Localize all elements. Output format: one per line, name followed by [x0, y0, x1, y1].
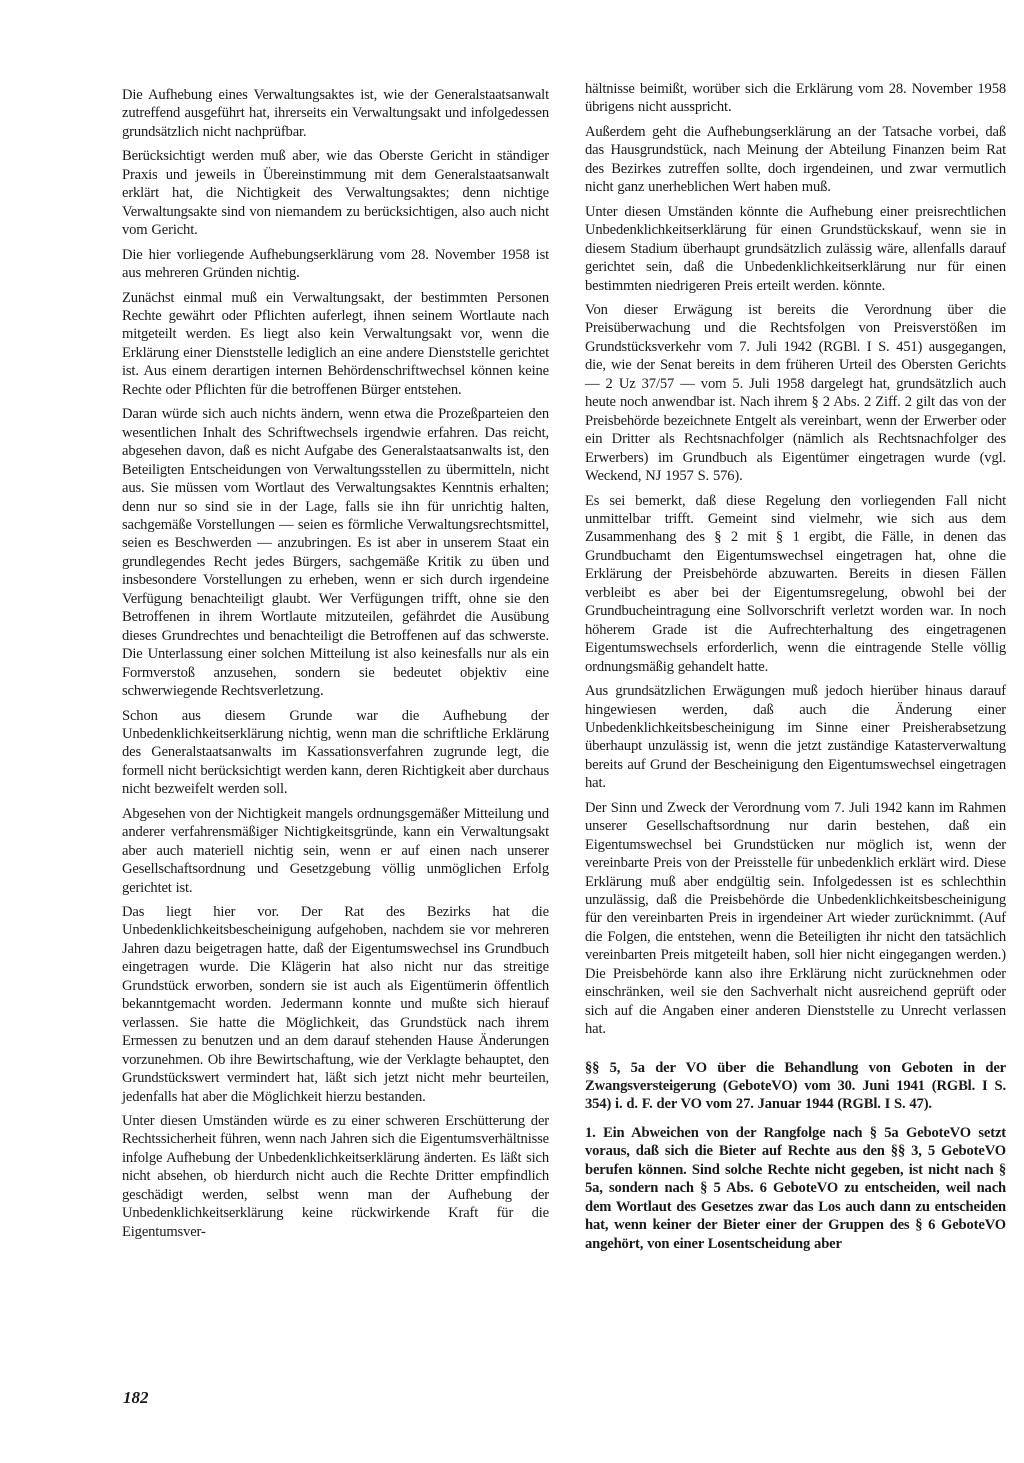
paragraph: Von dieser Erwägung ist bereits die Verordnung über die Preisüberwachung und die Rechtsfolgen von Preisverstößen im Grundstücksverkehr vom 7. Juli 1942 (RGBl. I S. 451) ausgegangen, die, wie der Senat bereits in dem früheren Urteil des Obersten Gerichts — 2 Uz 37/57 — vom 5. Juli 1958 dargelegt hat, grundsätzlich auch heute noch anwendbar ist. Nach ihrem § 2 Abs. 2 Ziff. 2 gilt das von der Preisbehörde bezeichnete Entgelt als vereinbart, wenn der Erwerber oder ein Dritter als Rechtsnachfolger (nämlich als Rechtsnachfolger des Erwerbers) im Grundbuch als Eigentümer eingetragen wurde (vgl. Weckend, NJ 1957 S. 576). — [585, 301, 1006, 485]
paragraph: Berücksichtigt werden muß aber, wie das Oberste Gericht in ständiger Praxis und jeweils in Übereinstimmung mit dem Generalstaatsanwalt erklärt hat, die Nichtigkeit des Verwaltungsaktes; denn nichtige Verwaltungsakte sind von niemandem zu berücksichtigen, also auch nicht vom Gericht. — [122, 148, 549, 239]
page-number: 182 — [123, 1388, 149, 1407]
paragraph: Die hier vorliegende Aufhebungserklärung vom 28. November 1958 ist aus mehreren Gründen nichtig. — [122, 246, 549, 282]
paragraph: Außerdem geht die Aufhebungserklärung an der Tatsache vorbei, daß das Hausgrundstück, nach Meinung der Abteilung Finanzen beim Rat des Bezirkes zutreffen sollte, doch irgendeinen, und zwar vermutlich nicht ganz unerheblichen Wert haben muß. — [585, 123, 1006, 196]
paragraph: Die Aufhebung eines Verwaltungsaktes ist, wie der Generalstaatsanwalt zutreffend ausgeführt hat, ihrerseits ein Verwaltungsakt und infolgedessen grundsätzlich nicht nachprüfbar. — [122, 87, 549, 140]
left-column — [122, 86, 549, 1247]
paragraph: Es sei bemerkt, daß diese Regelung den vorliegenden Fall nicht unmittelbar trifft. Gemeint sind vielmehr, wie sich aus dem Zusammenhang des § 2 mit § 1 ergibt, die Fälle, in denen das Grundbuchamt den Eigentumswechsel eingetragen hat, ohne die Erklärung der Preisbehörde abzuwarten. Bereits in diesen Fällen verbleibt es aber bei der Eigentumsregelung, obwohl bei der Grundbucheintragung eine Sollvorschrift verletzt worden war. In noch höherem Grade ist die Aufrechterhaltung des eingetragenen Eigentumswechsels erforderlich, wenn die eintragende Stelle völlig ordnungsmäßig gehandelt hatte. — [585, 492, 1006, 675]
paragraph: Daran würde sich auch nichts ändern, wenn etwa die Prozeßparteien den wesentlichen Inhalt des Schriftwechsels irgendwie erfahren. Das reicht, abgesehen davon, daß es nicht Aufgabe des Generalstaatsanwalts ist, den Beteiligten Entscheidungen von Verwaltungsstellen zu übermitteln, nicht aus. Sie müssen vom Wortlaut des Verwaltungsaktes Kenntnis erhalten; denn nur so sind sie in der Lage, falls sie ihn für unrichtig halten, sachgemäße Vorstellungen — seien es förmliche Verwaltungsrechtsmittel, seien es Beschwerden — anzubringen. Es ist aber in unserem Staat ein grundlegendes Recht jedes Bürgers, sachgemäße Kritik zu üben und insbesondere Vorstellungen zu erheben, wenn er sich durch irgendeine Verfügung benachteiligt glaubt. Wer Verfügungen trifft, ohne sie den Betroffenen in ihrem Wortlaute mitzuteilen, gefährdet die Ausübung dieses Grundrechtes und benachteiligt die Betroffenen auf das schwerste. Die Unterlassung einer solchen Mitteilung ist also keinesfalls nur als ein Formverstoß anzusehen, sondern sie bedeutet objektiv eine schwerwiegende Rechtsverletzung. — [122, 406, 549, 700]
paragraph: Unter diesen Umständen könnte die Aufhebung einer preisrechtlichen Unbedenklichkeitserklärung für einen Grundstückskauf, wenn sie in diesem Stadium überhaupt grundsätzlich zulässig wäre, allenfalls darauf gerichtet sein, daß die Unbedenklichkeitserklärung nur für einen bestimmten niedrigeren Preis erteilt werden. könnte. — [585, 203, 1006, 294]
paragraph: Aus grundsätzlichen Erwägungen muß jedoch hierüber hinaus darauf hingewiesen werden, daß auch die Änderung einer Unbedenklichkeitsbescheinigung im Sinne einer Preisherabsetzung überhaupt unzulässig ist, wenn die jetzt zuständige Katasterverwaltung bereits auf Grund der Bescheinigung den Eigentumswechsel eingetragen hat. — [585, 683, 1006, 792]
right-column — [585, 80, 1006, 1253]
section-heading: §§ 5, 5a der VO über die Behandlung von Geboten in der Zwangsversteigerung (GeboteVO) vom 30. Juni 1941 (RGBl. I S. 354) i. d. F. der VO vom 27. Januar 1944 (RGBl. I S. 47). — [585, 1059, 1006, 1113]
paragraph: Zunächst einmal muß ein Verwaltungsakt, der bestimmten Personen Rechte gewährt oder Pflichten auferlegt, ihnen seinem Wortlaute nach mitgeteilt werden. Es liegt also kein Verwaltungsakt vor, wenn die Erklärung einer Dienststelle lediglich an eine andere Dienststelle gerichtet ist. Aus einem derartigen internen Behördenschriftwechsel können keine Rechte oder Pflichten für die betroffenen Bürger entstehen. — [122, 289, 549, 398]
continued-paragraph: hältnisse beimißt, worüber sich die Erklärung vom 28. November 1958 übrigens nicht ausspricht. — [585, 81, 1006, 116]
paragraph: Der Sinn und Zweck der Verordnung vom 7. Juli 1942 kann im Rahmen unserer Gesellschaftsordnung nur darin bestehen, daß ein Eigentumswechsel bei Grundstücken nur möglich ist, wenn der vereinbarte Preis von der Preisstelle für unbedenklich erklärt wird. Diese Erklärung muß aber endgültig sein. Infolgedessen ist es schlechthin unzulässig, daß die Preisbehörde die Unbedenklichkeitsbescheinigung für den vereinbarten Preis in irgendeiner Art wieder zurücknimmt. (Auf die Folgen, die entstehen, wenn die Beteiligten ihr nicht den tatsächlich vereinbarten Preis mitgeteilt haben, soll hier nicht eingegangen werden.) Die Preisbehörde kann also ihre Erklärung nicht zurücknehmen oder einschränken, weil sie den Sachverhalt nicht ausreichend geprüft oder sich auf die Angaben einer anderen Dienststelle zu Unrecht verlassen hat. — [585, 799, 1006, 1038]
leitsatz: 1. Ein Abweichen von der Rangfolge nach § 5a GeboteVO setzt voraus, daß sich die Bieter auf Rechte aus den §§ 3, 5 GeboteVO berufen können. Sind solche Rechte nicht gegeben, ist nicht nach § 5a, sondern nach § 5 Abs. 6 GeboteVO zu entscheiden, weil nach dem Wortlaut des Gesetzes zwar das Los auch dann zu entscheiden hat, wenn keiner der Bieter einer der Gruppen des § 6 GeboteVO angehört, von einer Losentscheidung aber — [585, 1124, 1006, 1252]
paragraph: Abgesehen von der Nichtigkeit mangels ordnungsgemäßer Mitteilung und anderer verfahrensmäßiger Nichtigkeitsgründe, kann ein Verwaltungsakt aber auch materiell nichtig sein, wenn er auf einen nach unserer Gesellschaftsordnung und Gesetzgebung völlig unmöglichen Erfolg gerichtet ist. — [122, 805, 549, 896]
paragraph: Schon aus diesem Grunde war die Aufhebung der Unbedenklichkeitserklärung nichtig, wenn man die schriftliche Erklärung des Generalstaatsanwalts im Kassationsverfahren zugrunde legt, die formell nicht berücksichtigt werden kann, deren Richtigkeit aber durchaus nicht bezweifelt werden soll. — [122, 707, 549, 798]
paragraph: Unter diesen Umständen würde es zu einer schweren Erschütterung der Rechtssicherheit führen, wenn nach Jahren sich die Eigentumsverhältnisse infolge Aufhebung der Unbedenklichkeitserklärung änderten. Es läßt sich nicht absehen, ob hierdurch nicht auch die Rechte Dritter empfindlich geschädigt werden, selbst wenn man der Aufhebung der Unbedenklichkeitserklärung keine rückwirkende Kraft für die Eigentumsver- — [122, 1113, 549, 1240]
paragraph: Das liegt hier vor. Der Rat des Bezirks hat die Unbedenklichkeitsbescheinigung aufgehoben, nachdem sie vor mehreren Jahren dazu beigetragen hatte, daß der Eigentumswechsel ins Grundbuch eingetragen wurde. Die Klägerin hat also nicht nur das streitige Grundstück erworben, sondern sie ist auch als Eigentümerin öffentlich bekanntgemacht worden. Jedermann konnte und mußte sich hierauf verlassen. Sie hatte die Möglichkeit, das Grundstück nach ihrem Ermessen zu benutzen und an dem darauf stehenden Hause Änderungen vorzunehmen. Ob ihre Bewirtschaftung, wie der Verklagte behauptet, den Grundstückswert vermindert hat, läßt sich jetzt nicht mehr beurteilen, jedenfalls hat aber die Möglichkeit hierzu bestanden. — [122, 904, 549, 1105]
